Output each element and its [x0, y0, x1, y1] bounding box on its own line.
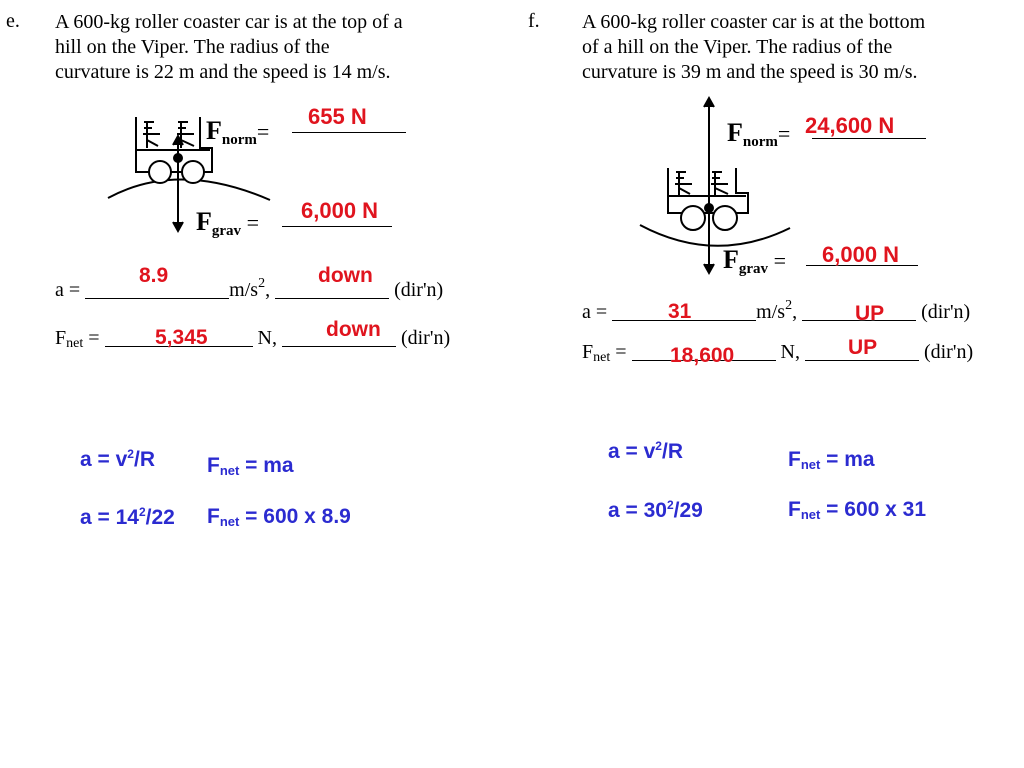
problem-f-line: A 600-kg roller coaster car is at the bottom [582, 11, 926, 33]
arrowhead-icon [173, 222, 183, 231]
fnet-symbol: F [582, 341, 594, 363]
fnet-symbol: F [55, 327, 67, 349]
fgrav-symbol: F [196, 207, 212, 236]
wheel-icon [713, 206, 737, 230]
accel-dir-answer-e: down [318, 264, 373, 287]
dir-label: (dir'n) [923, 341, 974, 363]
accel-exponent: 2 [785, 298, 793, 313]
arrowhead-icon [704, 98, 714, 107]
center-dot [174, 154, 182, 162]
work-f-fnet-formula: $F_{net}$ = ma [788, 448, 875, 472]
accel-unit: m/s [756, 301, 786, 323]
problem-e-line: hill on the Viper. The radius of the [55, 36, 330, 58]
fnorm-answer-f: 24,600 N [805, 113, 895, 138]
fgrav-subscript: grav [738, 261, 769, 277]
fgrav-symbol: F [723, 245, 739, 274]
accel-answer-f: 31 [668, 300, 692, 323]
problem-f-line: of a hill on the Viper. The radius of the [582, 36, 893, 58]
accel-prefix: a = [582, 301, 608, 323]
fnet-dir-answer-f: UP [848, 336, 878, 359]
fgrav-answer-e: 6,000 N [301, 198, 379, 223]
accel-prefix: a = [55, 279, 81, 301]
accel-exponent: 2 [258, 276, 266, 291]
wheel-icon [182, 161, 204, 183]
fgrav-answer-f: 6,000 N [822, 242, 900, 267]
accel-unit: m/s [229, 279, 259, 301]
work-f-fnet-calc: $F_{net} = 600$ x 31 [788, 498, 927, 522]
fgrav-subscript: grav [211, 223, 242, 239]
wheel-icon [149, 161, 171, 183]
problem-e-line: A 600-kg roller coaster car is at the top of a [55, 11, 403, 33]
work-e-accel-formula: $a = v^2/R$ [80, 447, 155, 471]
fnorm-label-e: $F_{norm}=$ [206, 116, 270, 148]
rider-icon [675, 172, 692, 196]
work-f-accel-formula: $a = v^2/R$ [608, 439, 683, 463]
fnet-row-f: $F_{net} = N$, (dir'n) [582, 341, 974, 365]
fnet-row-e: $F_{net} = N$, (dir'n) [55, 327, 451, 351]
problem-f-text [582, 10, 925, 85]
fnet-answer-e: 5,345 [155, 326, 208, 349]
problem-e-line: curvature is 22 m and the speed is 14 m/s. [55, 61, 391, 83]
fnet-unit: N, [780, 341, 800, 363]
fgrav-label-e: $F_{grav}$ = [196, 207, 259, 239]
accel-row-e: $a = m/s^2$, (dir'n) [55, 276, 444, 301]
work-f-accel-calc: $a = 30^2/29$ [608, 498, 703, 522]
rider-icon [711, 172, 728, 196]
fnorm-answer-e: 655 N [308, 104, 367, 129]
fgrav-label-f: $F_{grav}$ = [723, 245, 786, 277]
hill-bottom-curve [640, 225, 790, 246]
problem-e-letter: e. [6, 10, 20, 32]
problem-f-letter: f. [528, 10, 540, 32]
problem-f-line: curvature is 39 m and the speed is 30 m/s. [582, 61, 918, 83]
fnorm-subscript: norm [742, 134, 778, 150]
arrowhead-icon [704, 264, 714, 273]
fnorm-symbol: F [206, 116, 222, 145]
fnorm-label-f: $F_{norm}=$ [727, 118, 791, 150]
work-e-fnet-calc: $F_{net} = 600$ x 8.9 [207, 505, 351, 529]
fnorm-subscript: norm [221, 132, 257, 148]
dir-label: (dir'n) [921, 301, 971, 323]
fnorm-symbol: F [727, 118, 743, 147]
accel-dir-answer-f: UP [855, 302, 885, 325]
wheel-icon [681, 206, 705, 230]
fnet-unit: N, [257, 327, 277, 349]
fnet-subscript: net [593, 350, 611, 365]
work-e-fnet-formula: $F_{net}$ = ma [207, 454, 294, 478]
rider-icon [143, 122, 160, 148]
fnet-subscript: net [66, 336, 84, 351]
fnet-dir-answer-e: down [326, 318, 381, 341]
fgrav-blank-e[interactable] [282, 226, 392, 227]
center-dot [705, 204, 713, 212]
dir-label: (dir'n) [400, 327, 451, 349]
work-e-accel-calc: $a = 14^2/22$ [80, 505, 175, 529]
accel-row-f: $a = m/s^2$, (dir'n) [582, 298, 971, 323]
fnorm-blank-e[interactable] [292, 132, 406, 133]
fnet-answer-f: 18,600 [670, 344, 735, 367]
dir-label: (dir'n) [394, 279, 444, 301]
accel-answer-e: 8.9 [139, 264, 169, 287]
